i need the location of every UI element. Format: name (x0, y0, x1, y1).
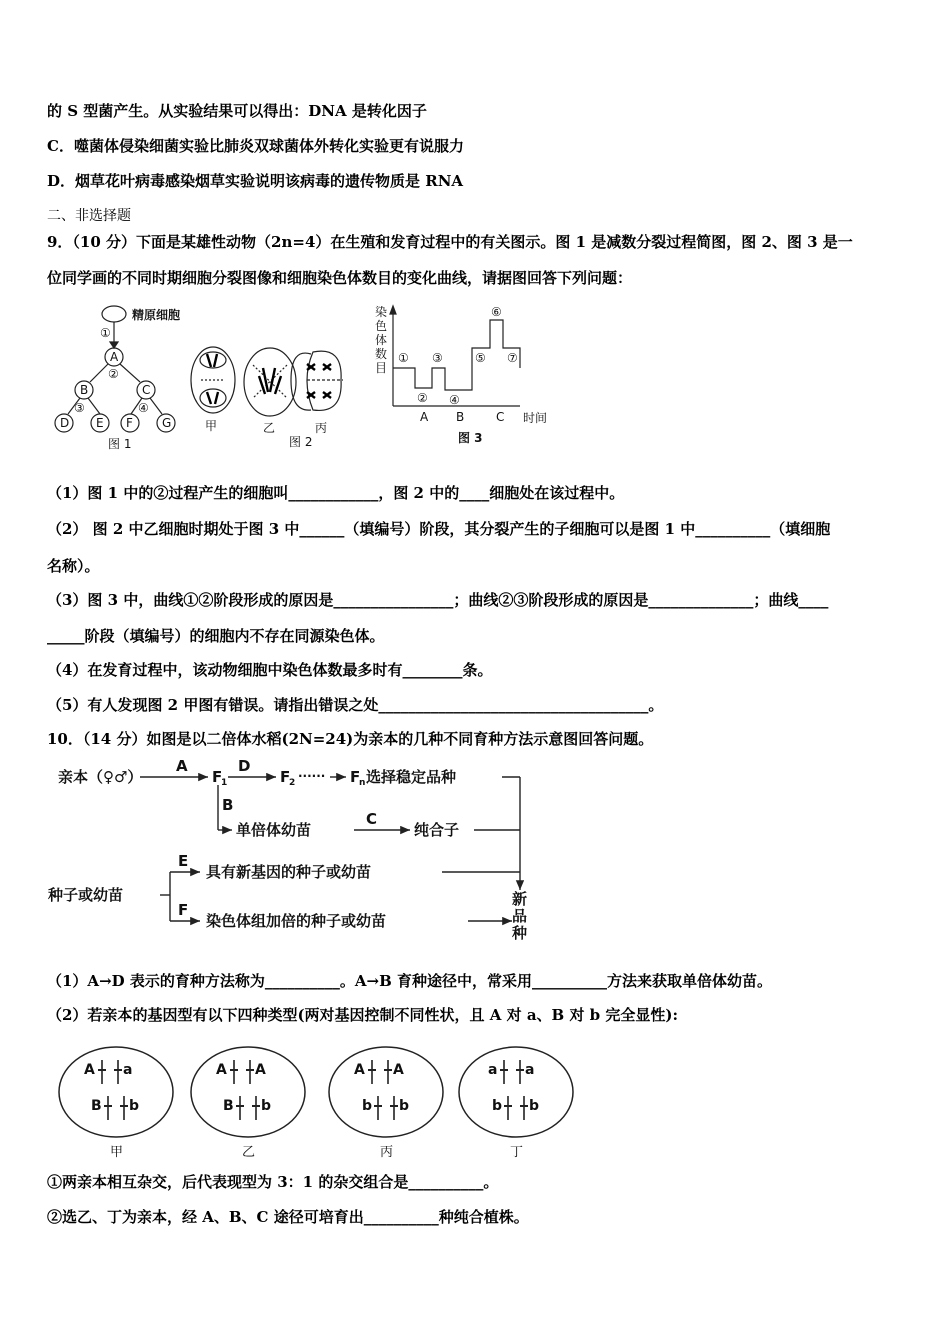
breeding-arrow-a: A (176, 758, 188, 775)
fig1-root-label: 精原细胞 (132, 308, 181, 322)
fig3-stage-6: ⑥ (491, 305, 502, 319)
fig2-label-bing: 丙 (315, 421, 328, 435)
breeding-f1-sub: 1 (221, 778, 228, 788)
fig3-tick-a: A (420, 410, 429, 424)
genotype-ding-allele-1: a (488, 1062, 498, 1078)
figure-1-meiosis-tree (48, 300, 193, 455)
breeding-arrow-c: C (366, 810, 378, 828)
breeding-dots: ······ (298, 769, 326, 783)
genotype-ding-label: 丁 (510, 1145, 524, 1160)
genotype-yi-label: 乙 (242, 1145, 256, 1160)
genotype-jia-label: 甲 (110, 1145, 124, 1160)
genotype-bing-allele-1: A (354, 1062, 365, 1078)
breeding-f1: F (212, 768, 223, 786)
genotype-cells (48, 1040, 588, 1165)
question-9-intro: 9．（10 分）下面是某雄性动物（2n=4）在生殖和发育过程中的有关图示。图 1 是减数分裂过程简图，图 2、图 3 是一 (47, 233, 853, 251)
fig2-label-jia: 甲 (205, 419, 218, 433)
genotype-cell-jia (59, 1047, 173, 1160)
fig1-node-e: E (96, 416, 104, 430)
genotype-yi-allele-3: B (223, 1098, 234, 1114)
breeding-methods-diagram (48, 758, 538, 948)
breeding-fn-sub: n (359, 778, 366, 788)
breeding-arrow-b: B (222, 796, 234, 814)
breeding-new-variety-3: 种 (512, 924, 528, 942)
fig1-node-b: B (80, 383, 89, 397)
fig1-node-d: D (60, 416, 70, 430)
fig1-node-a: A (110, 350, 119, 364)
fig1-step-2: ② (108, 367, 119, 381)
fig3-stage-7: ⑦ (507, 351, 518, 365)
text-line: 的 S 型菌产生。从实验结果可以得出：DNA 是转化因子 (47, 102, 427, 120)
breeding-new-variety-1: 新 (512, 890, 528, 908)
fig1-node-f: F (126, 416, 133, 430)
genotype-bing-allele-4: b (399, 1098, 410, 1114)
q10-part-2: （2）若亲本的基因型有以下四种类型(两对基因控制不同性状，且 A 对 a、B 对 b 完全显性): (47, 1006, 679, 1024)
fig3-stage-1: ① (398, 351, 409, 365)
breeding-pure-line: 纯合子 (414, 821, 460, 839)
fig2-caption: 图 2 (289, 435, 313, 449)
figure-3-chromosome-curve (370, 302, 565, 452)
breeding-new-variety-2: 品 (512, 907, 528, 925)
breeding-select-stable: 选择稳定品种 (366, 768, 457, 786)
genotype-jia-allele-1: A (84, 1062, 95, 1078)
genotype-jia-allele-2: a (123, 1062, 133, 1078)
option-c: C．噬菌体侵染细菌实验比肺炎双球菌体外转化实验更有说服力 (47, 137, 464, 155)
genotype-ding-allele-3: b (492, 1098, 503, 1114)
genotype-bing-allele-2: A (393, 1062, 404, 1078)
q9-part-4: （4）在发育过程中，该动物细胞中染色体数最多时有________条。 (47, 661, 493, 679)
fig2-label-yi: 乙 (263, 421, 276, 435)
genotype-jia-allele-4: b (129, 1098, 140, 1114)
fig3-tick-c: C (496, 410, 505, 424)
genotype-yi-allele-2: A (255, 1062, 266, 1078)
fig3-stage-3: ③ (432, 351, 443, 365)
breeding-seed: 种子或幼苗 (48, 886, 124, 904)
q9-part-3: （3）图 3 中，曲线①②阶段形成的原因是________________；曲线②③阶段形成的原因是______________；曲线____ (47, 591, 829, 609)
figure-2-cell-division (183, 340, 358, 455)
q9-part-1: （1）图 1 中的②过程产生的细胞叫____________，图 2 中的____细胞处在该过程中。 (47, 484, 625, 502)
fig3-ylabel-4: 数 (375, 347, 388, 361)
breeding-haploid: 单倍体幼苗 (236, 821, 312, 839)
fig3-stage-4: ④ (449, 393, 460, 407)
breeding-arrow-f: F (178, 901, 189, 919)
breeding-parent: 亲本（♀♂） (58, 768, 143, 786)
q10-part-2-1: ①两亲本相互杂交，后代表现型为 3：1 的杂交组合是__________。 (47, 1173, 499, 1191)
q9-part-2-cont: 名称）。 (47, 557, 100, 575)
question-9-intro-cont: 位同学画的不同时期细胞分裂图像和细胞染色体数目的变化曲线，请据图回答下列问题： (47, 269, 633, 287)
genotype-ding-allele-2: a (525, 1062, 535, 1078)
genotype-yi-allele-4: b (261, 1098, 272, 1114)
option-d: D．烟草花叶病毒感染烟草实验说明该病毒的遗传物质是 RNA (47, 172, 464, 190)
genotype-bing-allele-3: b (362, 1098, 373, 1114)
breeding-f2-sub: 2 (289, 778, 296, 788)
breeding-arrow-e: E (178, 852, 189, 870)
genotype-jia-allele-3: B (91, 1098, 102, 1114)
fig3-stage-2: ② (417, 391, 428, 405)
fig3-xlabel: 时间 (523, 411, 548, 425)
breeding-polyploid: 染色体组加倍的种子或幼苗 (206, 912, 387, 930)
fig1-node-g: G (162, 416, 172, 430)
fig1-step-1: ① (100, 326, 111, 340)
genotype-bing-label: 丙 (380, 1145, 394, 1160)
genotype-cell-ding (459, 1047, 573, 1160)
fig1-step-3: ③ (74, 401, 85, 415)
question-10-intro: 10．（14 分）如图是以二倍体水稻(2N=24)为亲本的几种不同育种方法示意图回答问题。 (47, 730, 654, 748)
fig3-ylabel-3: 体 (375, 333, 388, 347)
fig3-tick-b: B (456, 410, 465, 424)
fig3-ylabel-1: 染 (375, 305, 388, 319)
fig3-ylabel-2: 色 (375, 319, 388, 333)
breeding-f2: F (280, 768, 291, 786)
breeding-fn: F (350, 768, 361, 786)
fig3-ylabel-5: 目 (375, 361, 388, 375)
q10-part-2-2: ②选乙、丁为亲本，经 A、B、C 途径可培育出__________种纯合植株。 (47, 1208, 529, 1226)
genotype-yi-allele-1: A (216, 1062, 227, 1078)
genotype-ding-allele-4: b (529, 1098, 540, 1114)
fig1-node-c: C (142, 383, 151, 397)
fig1-caption: 图 1 (108, 437, 132, 451)
q9-part-3-cont: _____阶段（填编号）的细胞内不存在同源染色体。 (47, 627, 385, 645)
fig3-caption: 图 3 (458, 431, 483, 445)
genotype-cell-bing (329, 1047, 443, 1160)
section-heading: 二、非选择题 (47, 208, 131, 224)
breeding-new-gene: 具有新基因的种子或幼苗 (206, 863, 372, 881)
fig1-step-4: ④ (138, 401, 149, 415)
q9-part-5: （5）有人发现图 2 甲图有错误。请指出错误之处____________________________________。 (47, 696, 664, 714)
q9-part-2: （2） 图 2 中乙细胞时期处于图 3 中______（填编号）阶段，其分裂产生的子细胞可以是图 1 中__________（填细胞 (47, 520, 831, 538)
breeding-arrow-d: D (238, 758, 251, 775)
fig3-stage-5: ⑤ (475, 351, 486, 365)
genotype-cell-yi (191, 1047, 305, 1160)
q10-part-1: （1）A→D 表示的育种方法称为__________。A→B 育种途径中，常采用__________方法来获取单倍体幼苗。 (47, 972, 772, 990)
